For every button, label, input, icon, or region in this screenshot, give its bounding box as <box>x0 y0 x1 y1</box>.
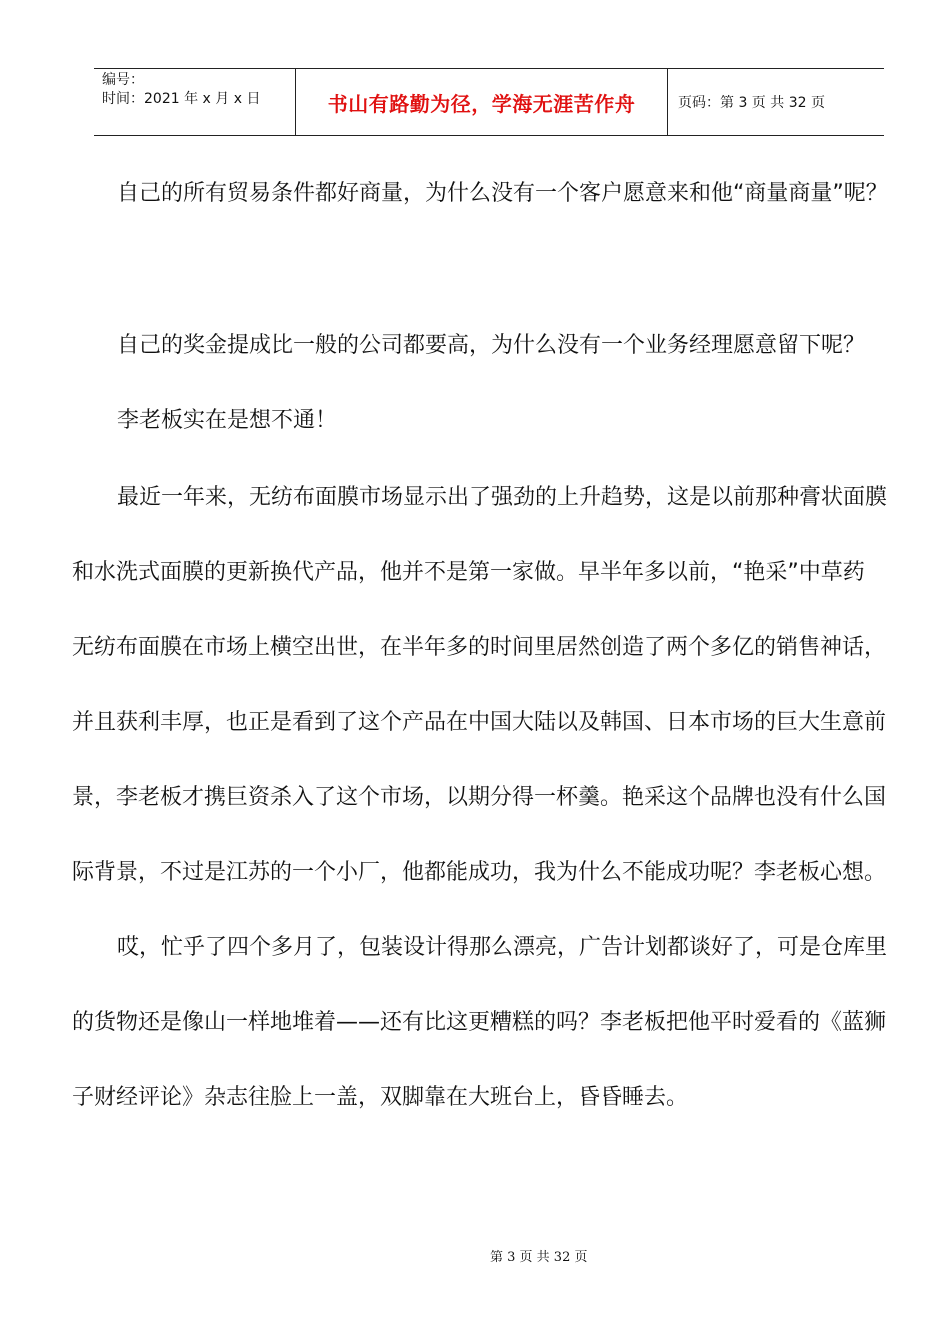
paragraph-line: 自己的奖金提成比一般的公司都要高，为什么没有一个业务经理愿意留下呢？ <box>117 333 866 358</box>
paragraph-line: 子财经评论》杂志往脸上一盖，双脚靠在大班台上，昏昏睡去。 <box>72 1085 689 1110</box>
header-meta <box>94 69 295 135</box>
paragraph-1 <box>72 156 912 231</box>
page-header <box>94 68 884 136</box>
document-code-label: 编号： <box>102 72 144 88</box>
paragraph-5 <box>72 910 912 1135</box>
document-time: 时间：2021 年 x 月 x 日 <box>102 91 261 107</box>
page-footer: 第 3 页 共 32 页 <box>490 1250 588 1265</box>
paragraph-line: 最近一年来，无纺布面膜市场显示出了强劲的上升趋势，这是以前那种膏状面膜 <box>117 485 888 510</box>
paragraph-line: 际背景，不过是江苏的一个小厂，他都能成功，我为什么不能成功呢？李老板心想。 <box>72 860 887 885</box>
paragraph-line: 李老板实在是想不通！ <box>117 408 338 433</box>
header-motto: 书山有路勤为径，学海无涯苦作舟 <box>295 69 668 135</box>
paragraph-line: 和水洗式面膜的更新换代产品，他并不是第一家做。早半年多以前，“艳采”中草药 <box>72 560 865 585</box>
paragraph-2 <box>72 308 912 383</box>
paragraph-3 <box>72 383 912 458</box>
paragraph-line: 景，李老板才携巨资杀入了这个市场，以期分得一杯羹。艳采这个品牌也没有什么国 <box>72 785 887 810</box>
paragraph-line: 的货物还是像山一样地堆着——还有比这更糟糕的吗？李老板把他平时爱看的《蓝狮 <box>72 1010 887 1035</box>
paragraph-line: 并且获利丰厚，也正是看到了这个产品在中国大陆以及韩国、日本市场的巨大生意前 <box>72 710 887 735</box>
paragraph-line: 哎，忙乎了四个多月了，包装设计得那么漂亮，广告计划都谈好了，可是仓库里 <box>117 935 888 960</box>
header-page-info: 页码：第 3 页 共 32 页 <box>678 95 825 111</box>
paragraph-4 <box>72 460 912 910</box>
paragraph-line: 无纺布面膜在市场上横空出世，在半年多的时间里居然创造了两个多亿的销售神话， <box>72 635 887 660</box>
paragraph-line: 自己的所有贸易条件都好商量，为什么没有一个客户愿意来和他“商量商量”呢？ <box>117 181 888 206</box>
